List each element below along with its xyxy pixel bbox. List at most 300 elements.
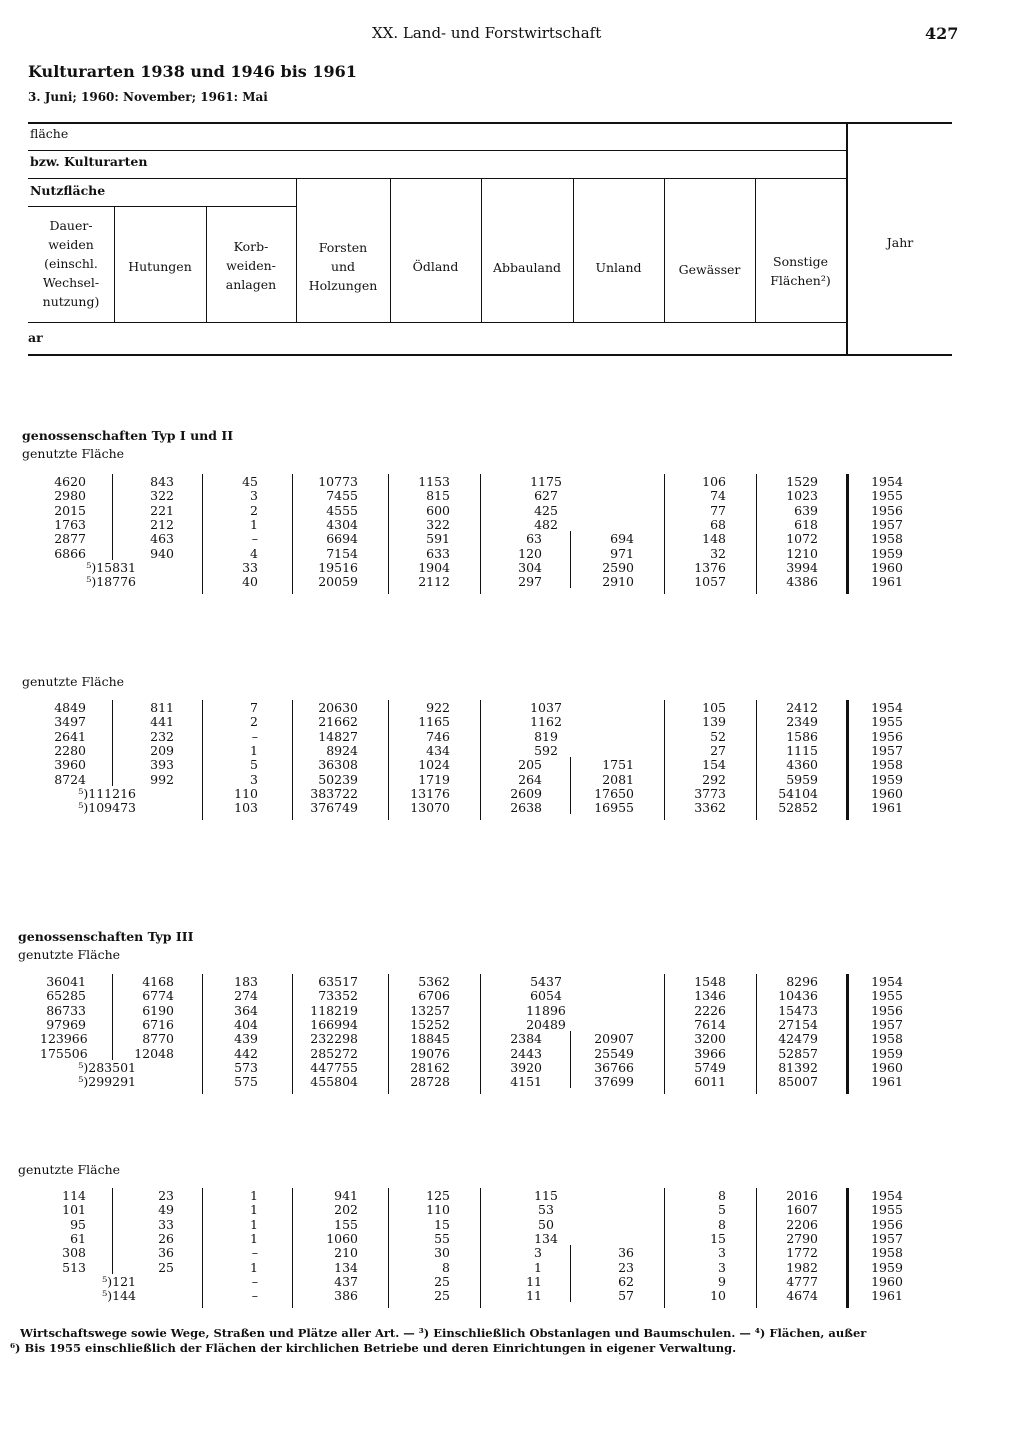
cell-sonstige: 2790 (786, 1230, 818, 1246)
cell-unland: 694 (610, 531, 634, 547)
column-separator (480, 700, 481, 820)
table-row (0, 1017, 1024, 1032)
cell-oedland: 1904 (418, 559, 450, 575)
table-row (0, 474, 1024, 489)
cell-abbau-unland: 53 (538, 1202, 554, 1218)
cell-jahr: 1955 (871, 1202, 903, 1218)
cell-forsten: 8924 (326, 742, 358, 758)
table-row (0, 714, 1024, 729)
cell-dauerweiden-hutungen: ⁵)144 (102, 1288, 136, 1304)
cell-forsten: 20059 (318, 574, 358, 590)
cell-forsten: 19516 (318, 559, 358, 575)
cell-hutungen: 843 (150, 474, 174, 489)
cell-sonstige: 1210 (786, 545, 818, 561)
cell-korbweiden: 364 (234, 1002, 258, 1018)
cell-dauerweiden: 2980 (54, 488, 86, 504)
cell-hutungen: 6774 (142, 988, 174, 1004)
cell-hutungen: 441 (150, 714, 174, 730)
page-number: 427 (925, 24, 959, 43)
cell-oedland: 110 (426, 1202, 450, 1218)
column-separator (846, 1188, 849, 1308)
cell-gewaesser: 77 (710, 502, 726, 518)
cell-jahr: 1954 (871, 974, 903, 989)
cell-sonstige: 15473 (778, 1002, 818, 1018)
cell-korbweiden: – (251, 1288, 258, 1304)
cell-hutungen: 4168 (142, 974, 174, 989)
cell-dauerweiden: 95 (70, 1216, 86, 1232)
column-separator (388, 1188, 389, 1308)
column-separator (756, 1188, 757, 1308)
cell-forsten: 941 (334, 1188, 358, 1203)
table-row (0, 1245, 1024, 1260)
table-row (0, 700, 1024, 715)
cell-hutungen: 36 (158, 1245, 174, 1261)
cell-gewaesser: 148 (702, 531, 726, 547)
cell-gewaesser: 3362 (694, 800, 726, 816)
cell-korbweiden: 573 (234, 1059, 258, 1075)
cell-korbweiden: 110 (234, 785, 258, 801)
cell-gewaesser: 3966 (694, 1045, 726, 1061)
column-separator (480, 974, 481, 1094)
cell-abbau-unland: 1175 (530, 474, 562, 489)
cell-dauerweiden: 101 (62, 1202, 86, 1218)
cell-korbweiden: – (251, 1245, 258, 1261)
table-row (0, 786, 1024, 801)
cell-gewaesser: 1376 (694, 559, 726, 575)
section-subtitle: genutzte Fläche (22, 674, 125, 689)
cell-sonstige: 42479 (778, 1031, 818, 1047)
cell-abbauland: 11 (526, 1273, 542, 1289)
cell-sonstige: 85007 (778, 1074, 818, 1090)
table-row (0, 1260, 1024, 1275)
section-subtitle: genutzte Fläche (18, 1162, 121, 1177)
cell-sonstige: 1607 (786, 1202, 818, 1218)
cell-korbweiden: 40 (242, 574, 258, 590)
cell-jahr: 1961 (871, 574, 903, 590)
cell-sonstige: 4777 (786, 1273, 818, 1289)
cell-gewaesser: 32 (710, 545, 726, 561)
col-dauerweiden: Dauer- weiden (einschl. Wechsel- nutzung) (42, 218, 100, 309)
cell-forsten: 202 (334, 1202, 358, 1218)
cell-abbau-unland: 6054 (530, 988, 562, 1004)
cell-gewaesser: 105 (702, 700, 726, 715)
cell-gewaesser: 74 (710, 488, 726, 504)
cell-unland: 57 (618, 1288, 634, 1304)
table-row (0, 800, 1024, 815)
cell-sonstige: 1982 (786, 1259, 818, 1275)
cell-sonstige: 54104 (778, 785, 818, 801)
cell-dauerweiden: 1763 (54, 516, 86, 532)
cell-gewaesser: 52 (710, 728, 726, 744)
cell-jahr: 1959 (871, 1045, 903, 1061)
cell-korbweiden: – (251, 1273, 258, 1289)
cell-gewaesser: 5749 (694, 1059, 726, 1075)
cell-korbweiden: – (251, 531, 258, 547)
cell-jahr: 1959 (871, 771, 903, 787)
cell-sonstige: 1072 (786, 531, 818, 547)
cell-jahr: 1956 (871, 502, 903, 518)
header-divider (664, 178, 665, 322)
cell-forsten: 4555 (326, 502, 358, 518)
cell-jahr: 1958 (871, 1031, 903, 1047)
cell-sonstige: 2206 (786, 1216, 818, 1232)
table-row (0, 743, 1024, 758)
cell-forsten: 383722 (310, 785, 358, 801)
cell-korbweiden: 1 (250, 516, 258, 532)
table-row (0, 1202, 1024, 1217)
cell-abbau-unland: 425 (534, 502, 558, 518)
cell-dauerweiden: 86733 (46, 1002, 86, 1018)
cell-sonstige: 1772 (786, 1245, 818, 1261)
cell-abbauland: 2384 (510, 1031, 542, 1047)
column-separator (570, 757, 571, 814)
table-row (0, 503, 1024, 518)
cell-abbau-unland: 11896 (526, 1002, 566, 1018)
cell-korbweiden: 1 (250, 1216, 258, 1232)
cell-forsten: 455804 (310, 1074, 358, 1090)
cell-jahr: 1960 (871, 1059, 903, 1075)
cell-sonstige: 1586 (786, 728, 818, 744)
cell-dauerweiden: 3497 (54, 714, 86, 730)
cell-dauerweiden: 65285 (46, 988, 86, 1004)
column-separator (570, 531, 571, 588)
cell-gewaesser: 139 (702, 714, 726, 730)
cell-oedland: 18845 (410, 1031, 450, 1047)
cell-dauerweiden: 3960 (54, 757, 86, 773)
cell-oedland: 30 (434, 1245, 450, 1261)
cell-hutungen: 393 (150, 757, 174, 773)
cell-korbweiden: 2 (250, 714, 258, 730)
cell-abbau-unland: 482 (534, 516, 558, 532)
table-subtitle: 3. Juni; 1960: November; 1961: Mai (28, 90, 268, 104)
table-title: Kulturarten 1938 und 1946 bis 1961 (28, 62, 357, 81)
cell-forsten: 63517 (318, 974, 358, 989)
cell-sonstige: 52852 (778, 800, 818, 816)
unit-label: ar (28, 330, 43, 345)
cell-korbweiden: 33 (242, 559, 258, 575)
cell-dauerweiden-hutungen: ⁵)111216 (78, 785, 136, 801)
table-row (0, 757, 1024, 772)
cell-jahr: 1954 (871, 474, 903, 489)
cell-forsten: 447755 (310, 1059, 358, 1075)
cell-korbweiden: 442 (234, 1045, 258, 1061)
cell-dauerweiden: 114 (62, 1188, 86, 1203)
table-row (0, 988, 1024, 1003)
cell-forsten: 210 (334, 1245, 358, 1261)
cell-korbweiden: 1 (250, 1230, 258, 1246)
column-separator (292, 474, 293, 594)
table-row (0, 546, 1024, 561)
cell-hutungen: 322 (150, 488, 174, 504)
cell-dauerweiden: 123966 (40, 1031, 88, 1047)
cell-oedland: 13257 (410, 1002, 450, 1018)
column-separator (112, 974, 113, 1060)
cell-forsten: 166994 (310, 1016, 358, 1032)
cell-unland: 17650 (594, 785, 634, 801)
column-separator (664, 974, 665, 1094)
cell-gewaesser: 8 (718, 1188, 726, 1203)
cell-jahr: 1960 (871, 1273, 903, 1289)
cell-forsten: 14827 (318, 728, 358, 744)
cell-forsten: 232298 (310, 1031, 358, 1047)
cell-oedland: 815 (426, 488, 450, 504)
column-separator (292, 700, 293, 820)
cell-jahr: 1958 (871, 1245, 903, 1261)
table-row (0, 1060, 1024, 1075)
cell-oedland: 8 (442, 1259, 450, 1275)
cell-oedland: 1153 (418, 474, 450, 489)
cell-hutungen: 6190 (142, 1002, 174, 1018)
cell-abbau-unland: 592 (534, 742, 558, 758)
column-separator (664, 1188, 665, 1308)
header-rule-bottom (28, 354, 952, 356)
cell-jahr: 1956 (871, 728, 903, 744)
cell-sonstige: 8296 (786, 974, 818, 989)
header-rule (28, 178, 846, 179)
column-separator (388, 974, 389, 1094)
cell-jahr: 1961 (871, 1288, 903, 1304)
cell-korbweiden: 1 (250, 1202, 258, 1218)
column-separator (112, 1188, 113, 1274)
column-separator (846, 474, 849, 594)
cell-sonstige: 10436 (778, 988, 818, 1004)
table-row (0, 974, 1024, 989)
table-row (0, 1074, 1024, 1089)
cell-forsten: 7154 (326, 545, 358, 561)
cell-abbau-unland: 115 (534, 1188, 558, 1203)
cell-oedland: 125 (426, 1188, 450, 1203)
cell-unland: 37699 (594, 1074, 634, 1090)
cell-forsten: 118219 (310, 1002, 358, 1018)
cell-abbauland: 120 (518, 545, 542, 561)
cell-korbweiden: 2 (250, 502, 258, 518)
cell-sonstige: 27154 (778, 1016, 818, 1032)
cell-korbweiden: 5 (250, 757, 258, 773)
cell-oedland: 633 (426, 545, 450, 561)
cell-gewaesser: 8 (718, 1216, 726, 1232)
cell-hutungen: 25 (158, 1259, 174, 1275)
cell-abbauland: 2638 (510, 800, 542, 816)
cell-abbauland: 304 (518, 559, 542, 575)
cell-abbauland: 205 (518, 757, 542, 773)
col-jahr: Jahr (886, 235, 914, 250)
cell-hutungen: 811 (150, 700, 174, 715)
cell-abbauland: 63 (526, 531, 542, 547)
cell-dauerweiden-hutungen: ⁵)299291 (78, 1074, 136, 1090)
cell-hutungen: 940 (150, 545, 174, 561)
cell-sonstige: 4360 (786, 757, 818, 773)
cell-oedland: 434 (426, 742, 450, 758)
cell-korbweiden: 439 (234, 1031, 258, 1047)
section-title: genossenschaften Typ I und II (22, 428, 234, 443)
cell-jahr: 1959 (871, 545, 903, 561)
running-title: XX. Land- und Forstwirtschaft (372, 24, 602, 42)
cell-jahr: 1957 (871, 1230, 903, 1246)
cell-gewaesser: 1057 (694, 574, 726, 590)
cell-dauerweiden: 8724 (54, 771, 86, 787)
cell-gewaesser: 3200 (694, 1031, 726, 1047)
cell-hutungen: 26 (158, 1230, 174, 1246)
cell-hutungen: 23 (158, 1188, 174, 1203)
cell-dauerweiden: 36041 (46, 974, 86, 989)
cell-gewaesser: 9 (718, 1273, 726, 1289)
cell-abbauland: 11 (526, 1288, 542, 1304)
cell-abbau-unland: 50 (538, 1216, 554, 1232)
cell-forsten: 4304 (326, 516, 358, 532)
table-row (0, 1288, 1024, 1303)
cell-sonstige: 1023 (786, 488, 818, 504)
cell-abbauland: 297 (518, 574, 542, 590)
cell-oedland: 28728 (410, 1074, 450, 1090)
col-hutungen: Hutungen (128, 259, 192, 274)
table-row (0, 772, 1024, 787)
cell-jahr: 1957 (871, 516, 903, 532)
cell-dauerweiden-hutungen: ⁵)283501 (78, 1059, 136, 1075)
cell-sonstige: 4674 (786, 1288, 818, 1304)
cell-oedland: 19076 (410, 1045, 450, 1061)
cell-korbweiden: 274 (234, 988, 258, 1004)
cell-gewaesser: 68 (710, 516, 726, 532)
header-rule (28, 150, 846, 151)
cell-hutungen: 49 (158, 1202, 174, 1218)
column-separator (202, 474, 203, 594)
cell-dauerweiden: 6866 (54, 545, 86, 561)
cell-abbau-unland: 627 (534, 488, 558, 504)
table-row (0, 574, 1024, 589)
cell-oedland: 322 (426, 516, 450, 532)
cell-abbauland: 1 (534, 1259, 542, 1275)
cell-sonstige: 81392 (778, 1059, 818, 1075)
cell-dauerweiden-hutungen: ⁵)121 (102, 1273, 136, 1289)
table-row (0, 1188, 1024, 1203)
cell-oedland: 13176 (410, 785, 450, 801)
column-separator (112, 474, 113, 560)
cell-dauerweiden-hutungen: ⁵)15831 (86, 559, 136, 575)
cell-forsten: 20630 (318, 700, 358, 715)
cell-sonstige: 2016 (786, 1188, 818, 1203)
column-separator (480, 474, 481, 594)
table-row (0, 531, 1024, 546)
cell-gewaesser: 3 (718, 1259, 726, 1275)
cell-oedland: 15252 (410, 1016, 450, 1032)
cell-korbweiden: 45 (242, 474, 258, 489)
cell-jahr: 1957 (871, 742, 903, 758)
col-forsten: Forsten und Holzungen (308, 240, 378, 293)
cell-abbau-unland: 1037 (530, 700, 562, 715)
cell-hutungen: 33 (158, 1216, 174, 1232)
cell-abbauland: 3 (534, 1245, 542, 1261)
header-divider (573, 178, 574, 322)
cell-dauerweiden: 513 (62, 1259, 86, 1275)
cell-oedland: 1165 (418, 714, 450, 730)
cell-hutungen: 212 (150, 516, 174, 532)
cell-jahr: 1960 (871, 785, 903, 801)
column-separator (292, 1188, 293, 1308)
cell-jahr: 1961 (871, 1074, 903, 1090)
cell-abbau-unland: 20489 (526, 1016, 566, 1032)
column-separator (756, 974, 757, 1094)
cell-forsten: 10773 (318, 474, 358, 489)
cell-dauerweiden: 2015 (54, 502, 86, 518)
cell-gewaesser: 3 (718, 1245, 726, 1261)
cell-abbau-unland: 5437 (530, 974, 562, 989)
cell-gewaesser: 3773 (694, 785, 726, 801)
cell-sonstige: 2412 (786, 700, 818, 715)
cell-abbau-unland: 134 (534, 1230, 558, 1246)
header-label-kulturarten: bzw. Kulturarten (30, 154, 148, 169)
column-separator (846, 974, 849, 1094)
cell-jahr: 1958 (871, 531, 903, 547)
cell-oedland: 55 (434, 1230, 450, 1246)
cell-korbweiden: 3 (250, 771, 258, 787)
cell-sonstige: 639 (794, 502, 818, 518)
cell-oedland: 922 (426, 700, 450, 715)
cell-oedland: 25 (434, 1288, 450, 1304)
cell-forsten: 50239 (318, 771, 358, 787)
column-separator (846, 700, 849, 820)
cell-forsten: 1060 (326, 1230, 358, 1246)
cell-oedland: 1024 (418, 757, 450, 773)
col-sonstige: Sonstige Flächen²) (770, 254, 831, 288)
cell-gewaesser: 1346 (694, 988, 726, 1004)
cell-jahr: 1961 (871, 800, 903, 816)
cell-korbweiden: 1 (250, 1188, 258, 1203)
column-separator (292, 974, 293, 1094)
table-row (0, 488, 1024, 503)
cell-sonstige: 4386 (786, 574, 818, 590)
cell-sonstige: 2349 (786, 714, 818, 730)
cell-jahr: 1954 (871, 1188, 903, 1203)
table-row (0, 517, 1024, 532)
cell-jahr: 1958 (871, 757, 903, 773)
cell-jahr: 1960 (871, 559, 903, 575)
cell-korbweiden: – (251, 728, 258, 744)
cell-jahr: 1956 (871, 1002, 903, 1018)
cell-korbweiden: 183 (234, 974, 258, 989)
cell-sonstige: 618 (794, 516, 818, 532)
column-separator (570, 1245, 571, 1302)
cell-jahr: 1957 (871, 1016, 903, 1032)
cell-oedland: 5362 (418, 974, 450, 989)
cell-hutungen: 12048 (134, 1045, 174, 1061)
cell-abbauland: 3920 (510, 1059, 542, 1075)
cell-hutungen: 463 (150, 531, 174, 547)
cell-gewaesser: 292 (702, 771, 726, 787)
footnote-line-2: ⁶) Bis 1955 einschließlich der Flächen der kirchlichen Betriebe und deren Einrichtungen in eigener Verwaltung. (10, 1341, 737, 1355)
cell-hutungen: 209 (150, 742, 174, 758)
cell-unland: 62 (618, 1273, 634, 1289)
cell-jahr: 1955 (871, 714, 903, 730)
table-row (0, 1274, 1024, 1289)
table-row (0, 560, 1024, 575)
cell-korbweiden: 1 (250, 742, 258, 758)
cell-korbweiden: 7 (250, 700, 258, 715)
header-rule-top (28, 122, 952, 124)
column-separator (202, 974, 203, 1094)
cell-abbau-unland: 819 (534, 728, 558, 744)
cell-oedland: 600 (426, 502, 450, 518)
cell-abbauland: 4151 (510, 1074, 542, 1090)
column-separator (480, 1188, 481, 1308)
cell-sonstige: 1529 (786, 474, 818, 489)
cell-sonstige: 52857 (778, 1045, 818, 1061)
cell-dauerweiden: 2877 (54, 531, 86, 547)
cell-korbweiden: 1 (250, 1259, 258, 1275)
cell-gewaesser: 2226 (694, 1002, 726, 1018)
table-row (0, 1003, 1024, 1018)
cell-korbweiden: 575 (234, 1074, 258, 1090)
cell-gewaesser: 10 (710, 1288, 726, 1304)
